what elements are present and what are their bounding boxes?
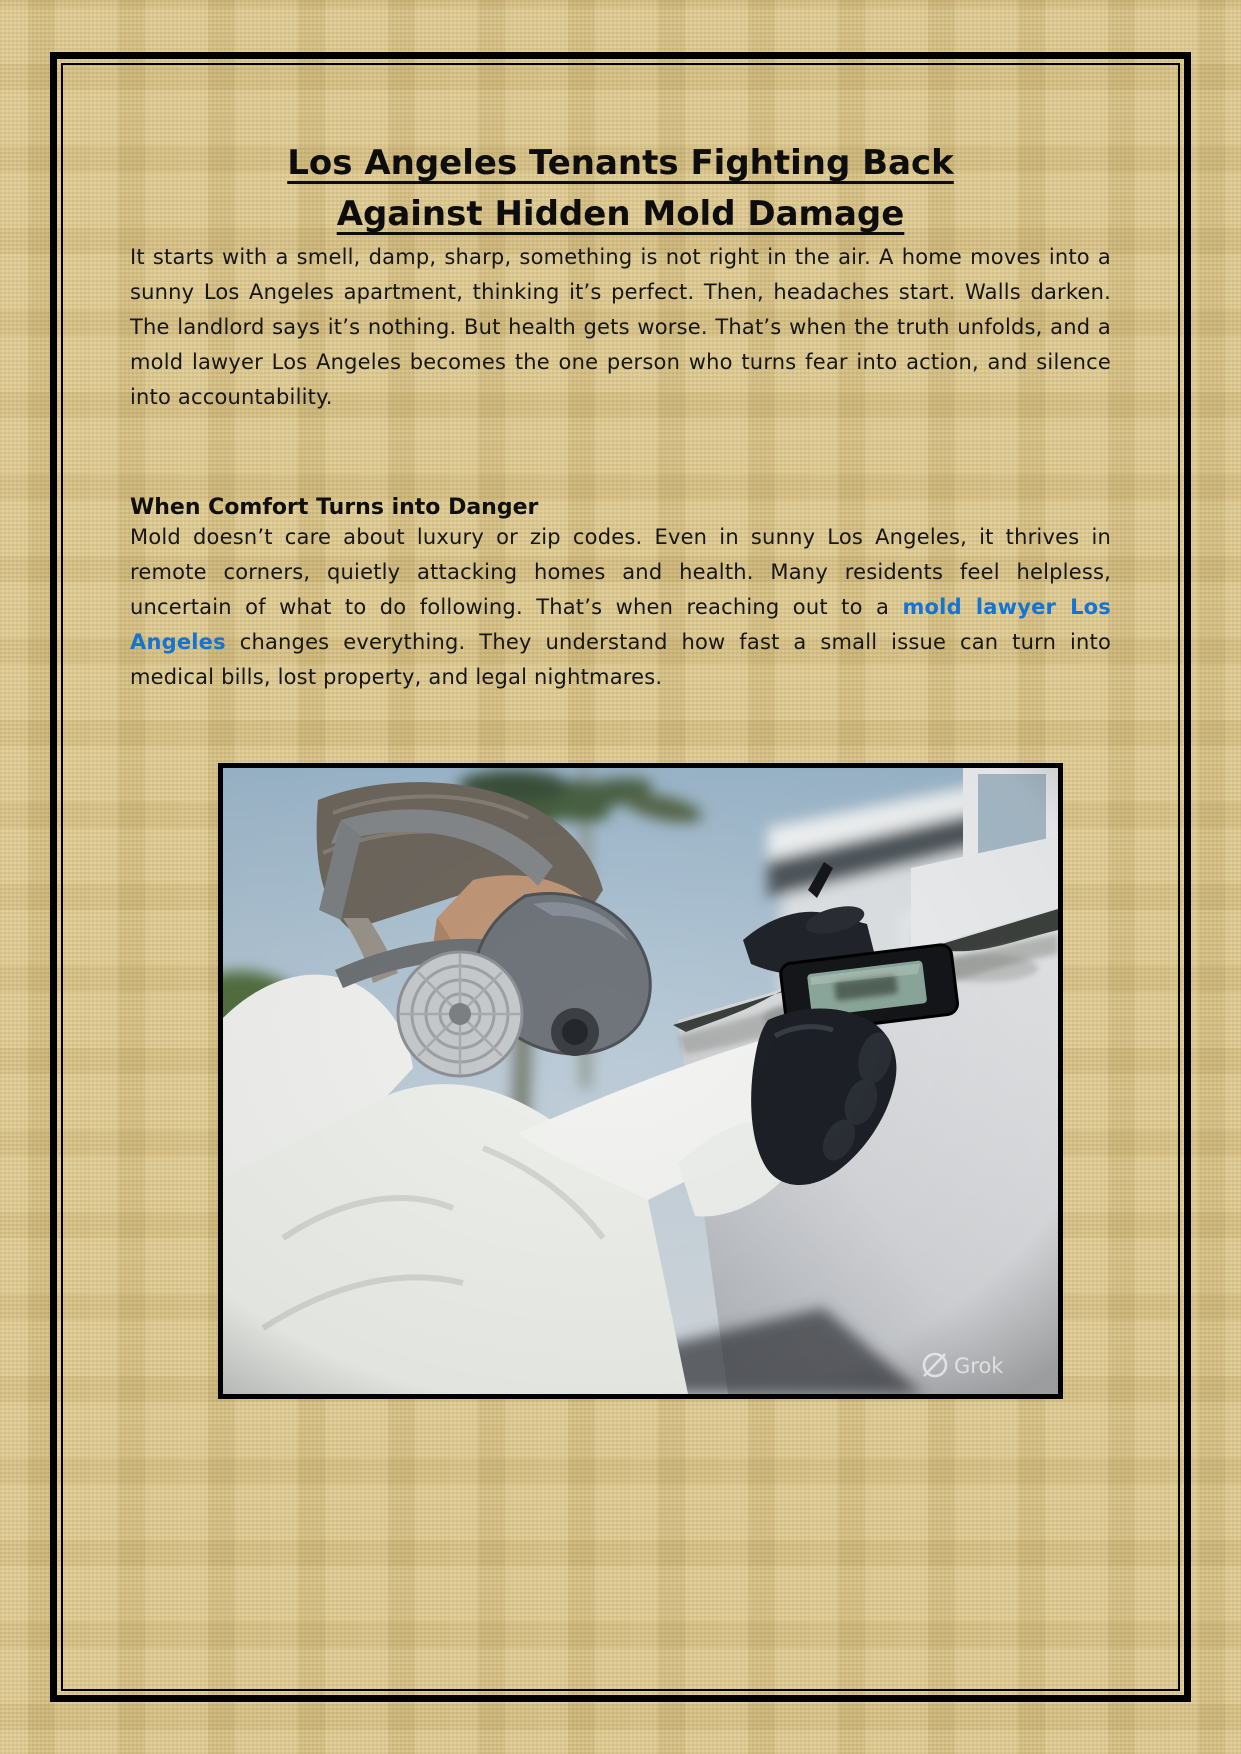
article-content (66, 70, 1175, 1399)
mold-lawyer-link[interactable]: mold lawyer Los Angeles (130, 595, 1111, 654)
section-paragraph (130, 520, 1111, 695)
intro-paragraph: It starts with a smell, damp, sharp, something is not right in the air. A home moves into a sunny Los Angeles apartment, thinking it’s perfect. Then, headaches start. Walls darken. The landlord says it’s nothing. But health gets worse. That’s when the truth unfolds, and a mold lawyer Los Angeles becomes the one person who turns fear into action, and silence into accountability. (130, 245, 1111, 409)
inspector-photo-illustration (223, 768, 1058, 1394)
vignette (223, 768, 1058, 1394)
watermark-text: Grok (954, 1354, 1004, 1378)
section-heading: When Comfort Turns into Danger (130, 495, 539, 520)
inspector-photo (218, 763, 1063, 1399)
title-line-2: Against Hidden Mold Damage (336, 194, 905, 234)
title-line-1: Los Angeles Tenants Fighting Back (287, 143, 954, 183)
section-text-before-link: Mold doesn’t care about luxury or zip codes. Even in sunny Los Angeles, it thrives in remote corners, quietly attacking homes and health. Many residents feel helpless, uncertain of what to do following. That’s when reaching out to a (130, 525, 1111, 619)
section-text-after-link: changes everything. They understand how fast a small issue can turn into medical bills, lost property, and legal nightmares. (130, 630, 1111, 689)
article-title (130, 138, 1111, 240)
